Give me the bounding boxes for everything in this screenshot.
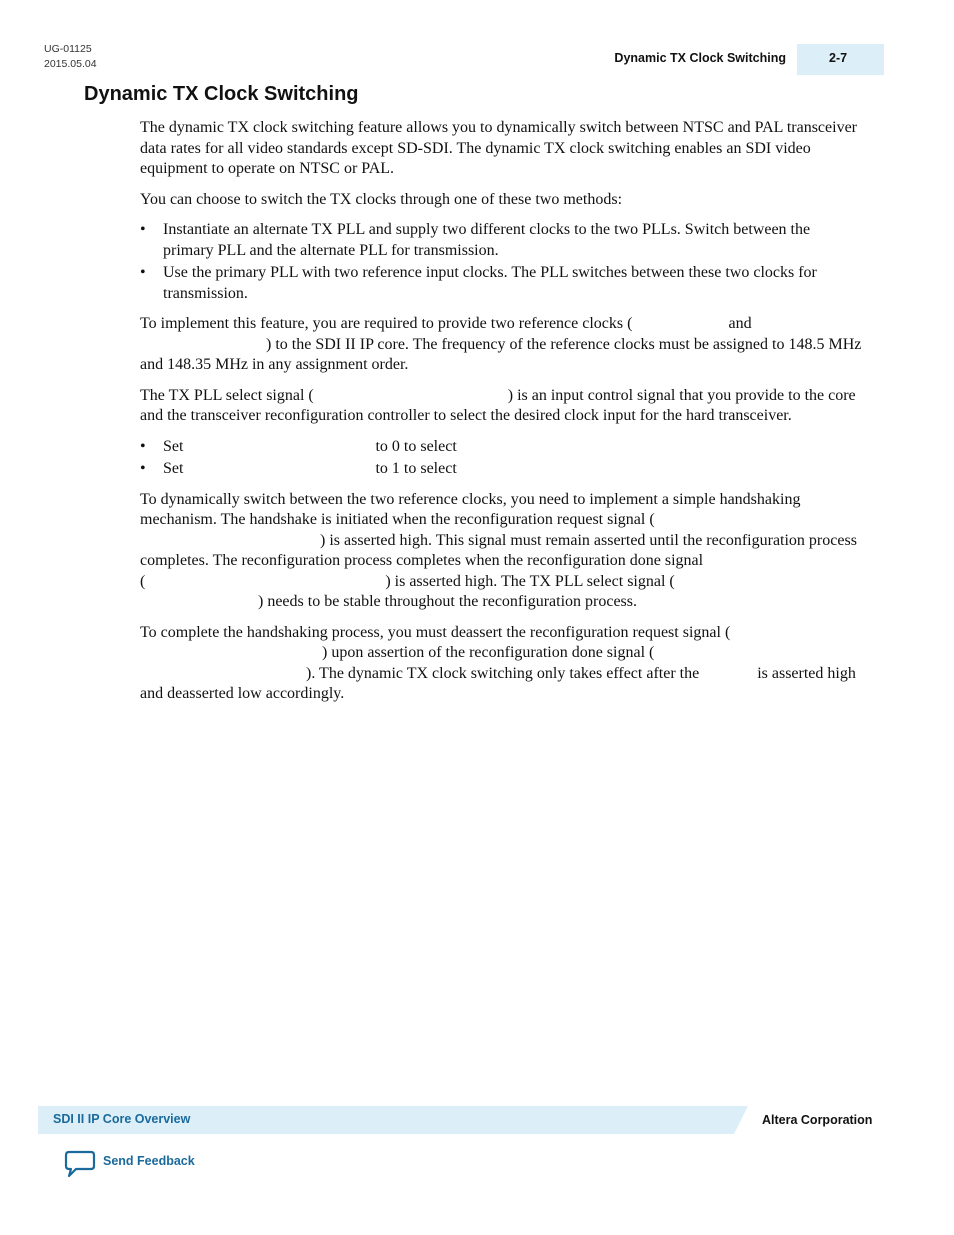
bullet-icon: •	[140, 460, 146, 477]
footer-company: Altera Corporation	[762, 1113, 873, 1127]
paragraph-reference-clocks: To implement this feature, you are required to provide two reference clocks ( and ) to the SDI II IP core. The frequency of the reference clocks must be assigned to 148.5 MHz and 148.35 MHz in any assignment order.	[140, 315, 862, 373]
list-item-text: Use the primary PLL with two reference input clocks. The PLL switches between these two clocks for transmission.	[163, 264, 817, 302]
page-number-tab	[797, 44, 884, 75]
paragraph-handshake: To dynamically switch between the two reference clocks, you need to implement a simple handshaking mechanism. The handshake is initiated when the reconfiguration request signal ( ) is asserted high. This signal must remain asserted until the reconfiguration process completes. The reconfiguration process completes when the reconfiguration done signal ( ) is asserted high. The TX PLL select signal ( ) needs to be stable throughout the reconfiguration process.	[140, 490, 857, 610]
list-item: • Set to 0 to select	[140, 437, 862, 458]
paragraph-methods-lead: You can choose to switch the TX clocks through one of these two methods:	[140, 190, 623, 208]
document-date: 2015.05.04	[44, 58, 97, 70]
bullet-icon: •	[140, 264, 146, 281]
footer-doc-title-link[interactable]: SDI II IP Core Overview	[53, 1112, 191, 1126]
send-feedback-label[interactable]: Send Feedback	[103, 1154, 195, 1168]
bullet-icon: •	[140, 437, 146, 455]
list-item: • Set to 1 to select	[140, 459, 862, 480]
document-meta	[44, 42, 97, 72]
list-item-text: Instantiate an alternate TX PLL and supply two different clocks to the two PLLs. Switch between the primary PLL and the alternate PLL for transmission.	[163, 221, 811, 259]
paragraph-intro: The dynamic TX clock switching feature allows you to dynamically switch between NTSC and PAL transceiver data rates for all video standards except SD-SDI. The dynamic TX clock switching enables an SDI video equipment to operate on NTSC or PAL.	[140, 119, 858, 177]
page-number: 2-7	[829, 51, 848, 65]
methods-list	[140, 220, 862, 304]
document-id: UG-01125	[44, 43, 92, 55]
bullet-icon: •	[140, 221, 146, 238]
body-text	[140, 118, 862, 715]
section-heading: Dynamic TX Clock Switching	[84, 83, 359, 105]
pll-select-list	[140, 437, 862, 480]
list-item	[140, 263, 862, 304]
speech-bubble-icon	[64, 1150, 96, 1178]
running-header-title: Dynamic TX Clock Switching	[614, 51, 786, 65]
paragraph-pll-select: The TX PLL select signal ( ) is an input control signal that you provide to the core and the transceiver reconfiguration controller to select the desired clock input for the hard transceiver.	[140, 386, 856, 424]
footer-band	[38, 1106, 748, 1134]
paragraph-complete-handshake: To complete the handshaking process, you must deassert the reconfiguration request signal ( ) upon assertion of the reconfiguration done signal ( ). The dynamic TX clock switching only takes effect after the is asserted high and deasserted low accordingly.	[140, 623, 856, 702]
list-item	[140, 220, 862, 261]
